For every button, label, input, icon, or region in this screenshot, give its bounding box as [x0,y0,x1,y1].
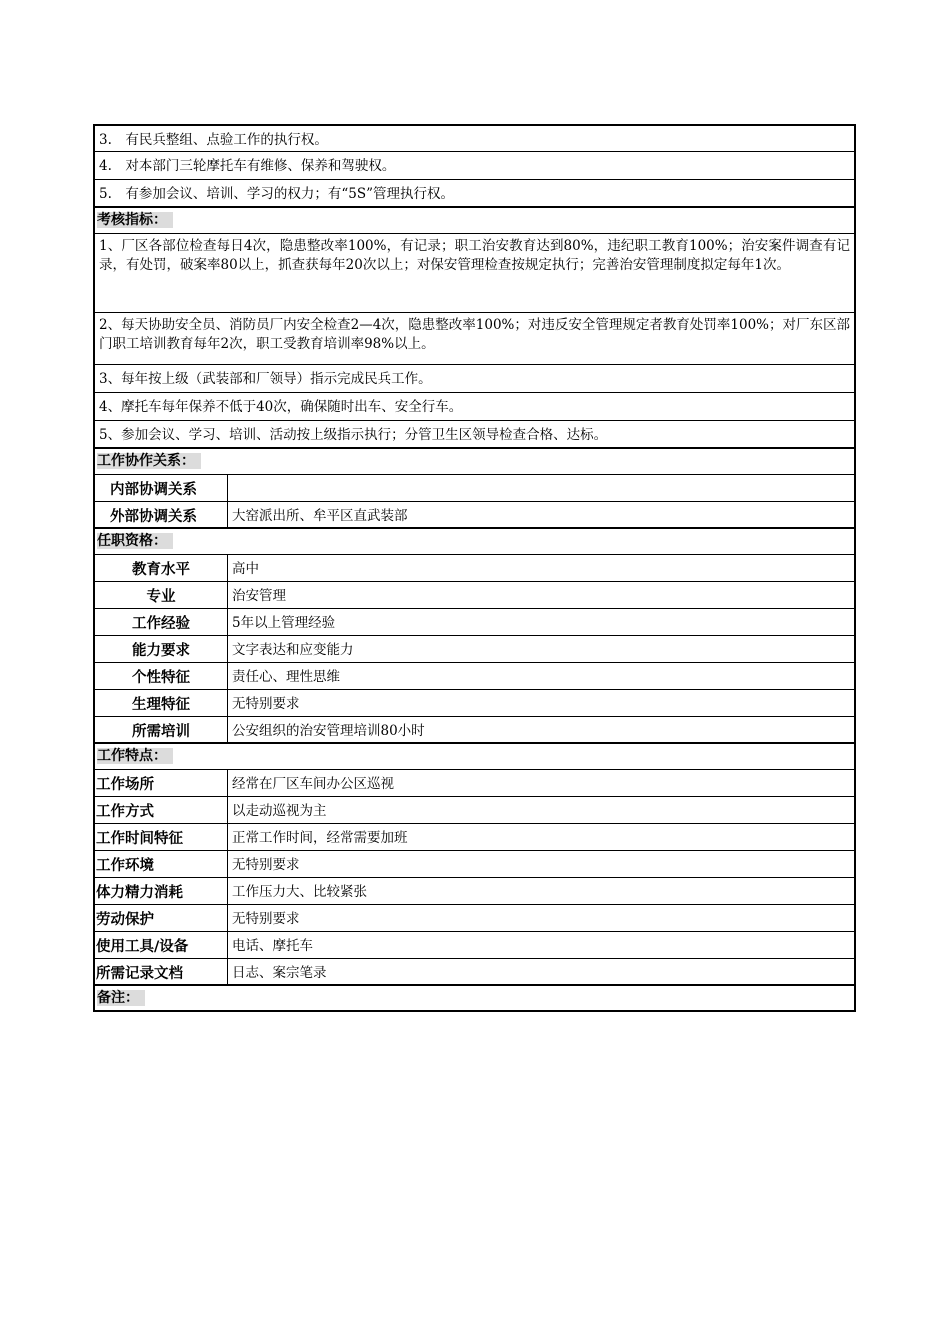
rights-item-3: 3. 有民兵整组、点验工作的执行权。 [93,124,856,152]
qualification-row [93,609,856,636]
feature-row [93,851,856,878]
feature-value: 经常在厂区车间办公区巡视 [232,776,394,792]
qualification-row [93,717,856,744]
feature-value: 日志、案宗笔录 [232,965,327,981]
feature-value: 无特别要求 [232,857,300,873]
feature-row [93,878,856,905]
qualification-value: 高中 [232,561,259,577]
feature-label: 工作场所 [95,770,228,796]
remarks-section-header [93,986,856,1012]
qualification-label: 工作经验 [95,609,228,635]
kpi-item-4: 4、摩托车每年保养不低于40次，确保随时出车、安全行车。 [93,393,856,421]
feature-value: 电话、摩托车 [232,938,313,954]
feature-label: 工作时间特征 [95,824,228,850]
qualification-row [93,555,856,582]
external-coordination-label: 外部协调关系 [95,502,228,527]
qualification-value: 治安管理 [232,588,286,604]
feature-value: 以走动巡视为主 [232,803,327,819]
rights-item-5: 5. 有参加会议、培训、学习的权力；有“5S”管理执行权。 [93,180,856,208]
feature-row [93,797,856,824]
qualification-row [93,663,856,690]
cooperation-header-label: 工作协作关系： [97,453,201,469]
qualification-value: 5年以上管理经验 [232,615,336,631]
internal-coordination-row [93,475,856,502]
qualification-row [93,582,856,609]
qualification-header-label: 任职资格： [97,533,173,549]
feature-row [93,932,856,959]
qualification-value: 责任心、理性思维 [232,669,340,685]
features-header-label: 工作特点： [97,748,173,764]
kpi-item-2: 2、每天协助安全员、消防员厂内安全检查2—4次，隐患整改率100%；对违反安全管理规定者教育处罚率100%；对厂东区部门职工培训教育每年2次，职工受教育培训率98%以上。 [93,313,856,365]
qualification-row [93,636,856,663]
qualification-label: 能力要求 [95,636,228,662]
cooperation-section-header [93,449,856,475]
kpi-header-label: 考核指标： [97,212,173,228]
qualification-label: 生理特征 [95,690,228,716]
feature-row [93,905,856,932]
feature-label: 使用工具/设备 [95,932,228,958]
kpi-item-1: 1、厂区各部位检查每日4次，隐患整改率100%，有记录；职工治安教育达到80%，违纪职工教育100%；治安案件调查有记录，有处罚，破案率80以上，抓查获每年20次以上；对保安管理检查按规定执行；完善治安管理制度拟定每年1次。 [93,234,856,313]
feature-label: 工作方式 [95,797,228,823]
feature-label: 所需记录文档 [95,959,228,984]
feature-row [93,959,856,986]
qualification-label: 所需培训 [95,717,228,742]
qualification-label: 教育水平 [95,555,228,581]
qualification-value: 公安组织的治安管理培训80小时 [232,723,425,739]
qualification-label: 个性特征 [95,663,228,689]
rights-item-4: 4. 对本部门三轮摩托车有维修、保养和驾驶权。 [93,152,856,180]
internal-coordination-value [228,475,854,501]
features-section-header [93,744,856,770]
external-coordination-row [93,502,856,529]
remarks-header-label: 备注： [97,990,145,1006]
feature-value: 工作压力大、比较紧张 [232,884,367,900]
external-coordination-value: 大窑派出所、牟平区直武装部 [232,508,408,524]
qualification-value: 文字表达和应变能力 [232,642,354,658]
kpi-section-header [93,208,856,234]
kpi-item-3: 3、每年按上级（武装部和厂领导）指示完成民兵工作。 [93,365,856,393]
feature-value: 无特别要求 [232,911,300,927]
feature-label: 工作环境 [95,851,228,877]
qualification-row [93,690,856,717]
kpi-item-5: 5、参加会议、学习、培训、活动按上级指示执行；分管卫生区领导检查合格、达标。 [93,421,856,449]
feature-label: 劳动保护 [95,905,228,931]
feature-value: 正常工作时间，经常需要加班 [232,830,408,846]
qualification-section-header [93,529,856,555]
feature-row [93,770,856,797]
job-description-table [93,124,856,1012]
qualification-value: 无特别要求 [232,696,300,712]
feature-label: 体力精力消耗 [95,878,228,904]
qualification-label: 专业 [95,582,228,608]
feature-row [93,824,856,851]
internal-coordination-label: 内部协调关系 [95,475,228,501]
